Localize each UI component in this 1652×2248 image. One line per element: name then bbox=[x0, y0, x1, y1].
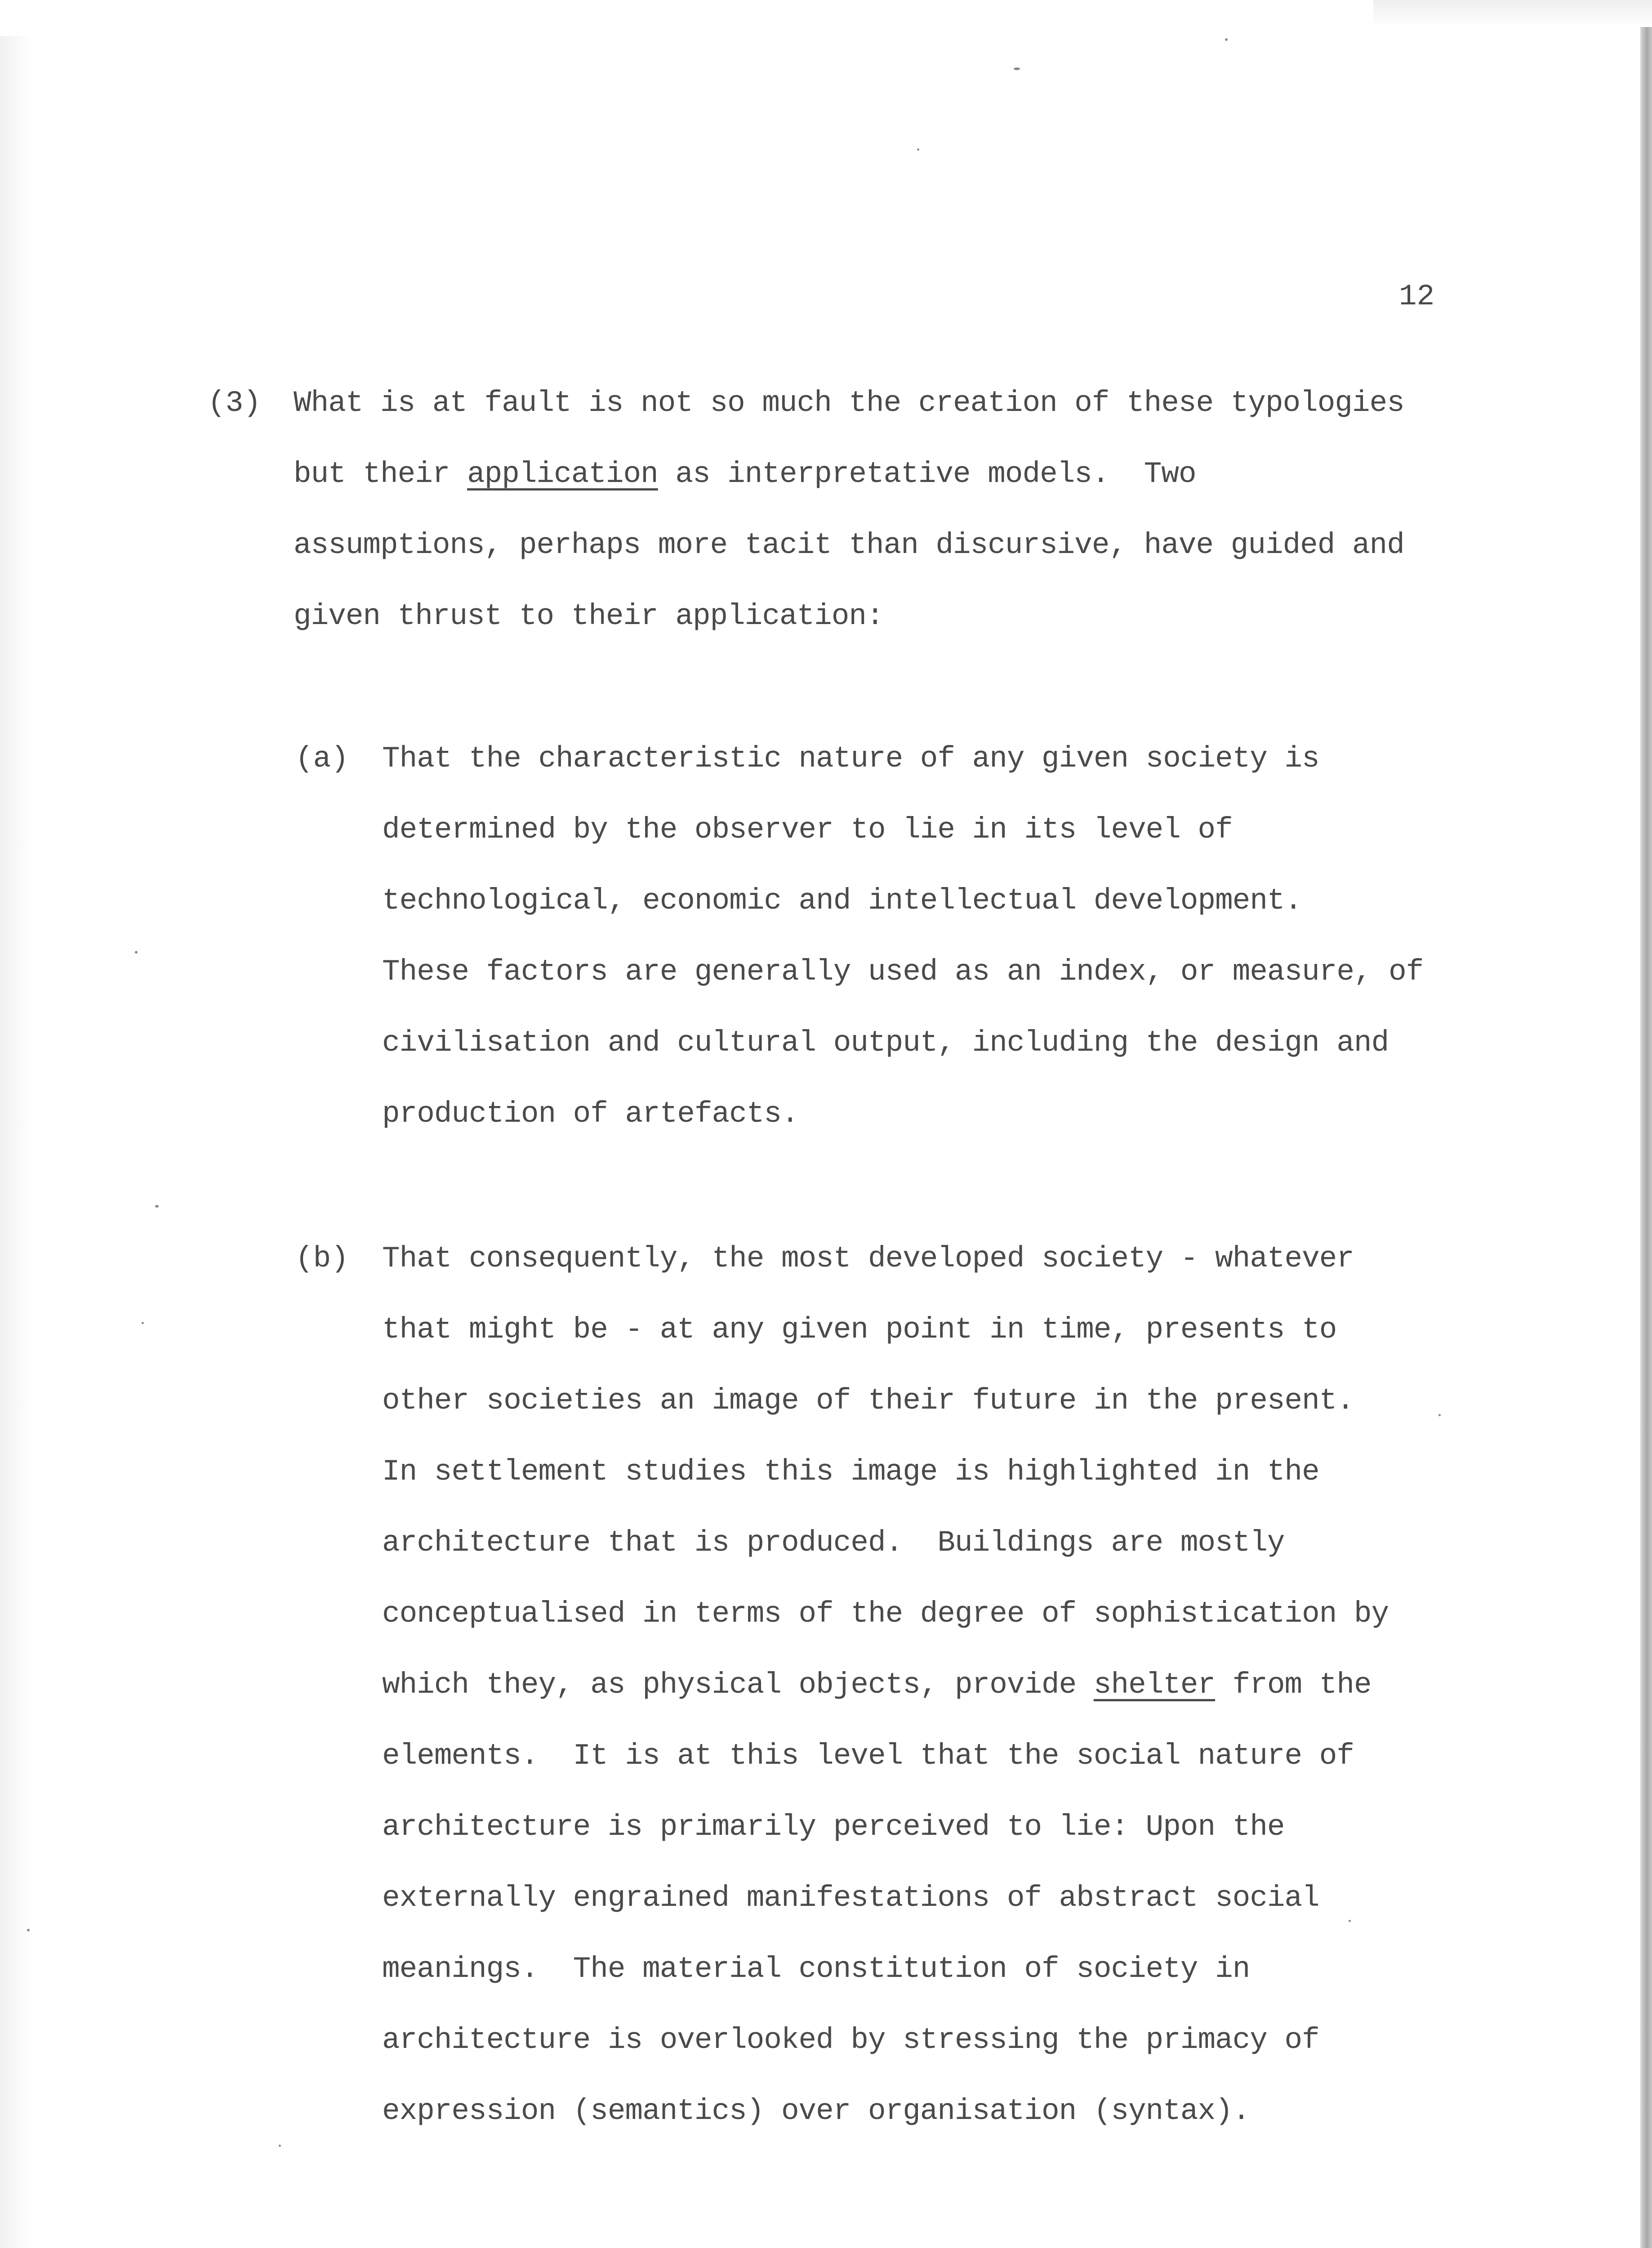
text-run: as interpretative models. Two bbox=[658, 457, 1196, 491]
text-run: elements. It is at this level that the social nature of bbox=[382, 1739, 1354, 1773]
text-line bbox=[382, 1523, 1389, 1594]
text-run: production of artefacts. bbox=[382, 1097, 799, 1131]
text-line bbox=[382, 1452, 1389, 1523]
text-line bbox=[382, 2020, 1389, 2091]
text-run: from the bbox=[1215, 1668, 1371, 1702]
scan-speck bbox=[1349, 1920, 1351, 1922]
text-line bbox=[382, 1023, 1423, 1094]
text-run: architecture is primarily perceived to lie: Upon the bbox=[382, 1810, 1285, 1844]
text-line bbox=[382, 1807, 1389, 1878]
text-line bbox=[382, 1878, 1389, 1949]
text-run: assumptions, perhaps more tacit than discursive, have guided and bbox=[294, 528, 1404, 562]
item-a-label: (a) bbox=[295, 742, 349, 776]
text-line bbox=[382, 1381, 1389, 1452]
text-run: other societies an image of their future in the present. bbox=[382, 1384, 1354, 1418]
text-run: That consequently, the most developed society - whatever bbox=[382, 1242, 1354, 1276]
text-line bbox=[382, 1736, 1389, 1807]
text-run: What is at fault is not so much the creation of these typologies bbox=[294, 386, 1404, 420]
text-run: which they, as physical objects, provide bbox=[382, 1668, 1094, 1702]
text-line bbox=[382, 739, 1423, 810]
text-run: These factors are generally used as an index, or measure, of bbox=[382, 955, 1424, 989]
text-line bbox=[294, 383, 1404, 454]
text-line bbox=[382, 810, 1423, 881]
scan-speck bbox=[142, 1322, 144, 1324]
item-a-paragraph bbox=[382, 739, 1423, 1165]
scan-speck bbox=[279, 2145, 281, 2147]
text-run: architecture is overlooked by stressing the primacy of bbox=[382, 2023, 1319, 2057]
scan-speck bbox=[1225, 38, 1228, 41]
text-line bbox=[382, 1239, 1389, 1310]
scan-top-shading bbox=[1373, 0, 1652, 27]
page-number: 12 bbox=[1399, 280, 1435, 313]
scan-right-edge bbox=[1640, 27, 1652, 2248]
text-run: expression (semantics) over organisation (syntax). bbox=[382, 2094, 1250, 2128]
section-paragraph bbox=[294, 383, 1404, 667]
scan-left-shading bbox=[0, 36, 31, 2248]
text-run: architecture that is produced. Buildings are mostly bbox=[382, 1526, 1285, 1560]
text-line bbox=[382, 1094, 1423, 1165]
item-b-paragraph bbox=[382, 1239, 1389, 2162]
underlined-term: shelter bbox=[1093, 1668, 1216, 1702]
scan-speck bbox=[27, 1929, 30, 1931]
scan-speck bbox=[1014, 67, 1020, 70]
text-line bbox=[294, 596, 1404, 667]
scan-speck bbox=[155, 1205, 159, 1208]
text-line bbox=[382, 1665, 1389, 1736]
text-run: That the characteristic nature of any given society is bbox=[382, 742, 1319, 776]
text-line bbox=[382, 952, 1423, 1023]
text-run: given thrust to their application: bbox=[294, 599, 884, 633]
item-b-label: (b) bbox=[295, 1242, 349, 1276]
underlined-term: application bbox=[467, 457, 658, 491]
text-run: civilisation and cultural output, including the design and bbox=[382, 1026, 1389, 1060]
text-run: determined by the observer to lie in its level of bbox=[382, 813, 1233, 847]
text-line bbox=[382, 1310, 1389, 1381]
text-line bbox=[382, 881, 1423, 952]
section-label: (3) bbox=[208, 386, 261, 420]
text-line bbox=[294, 454, 1404, 525]
text-line bbox=[382, 1949, 1389, 2020]
text-run: technological, economic and intellectual development. bbox=[382, 884, 1302, 918]
text-run: meanings. The material constitution of society in bbox=[382, 1952, 1250, 1986]
text-run: but their bbox=[294, 457, 468, 491]
scan-speck bbox=[1438, 1414, 1441, 1416]
text-run: conceptualised in terms of the degree of sophistication by bbox=[382, 1597, 1389, 1631]
text-run: that might be - at any given point in time, presents to bbox=[382, 1313, 1337, 1347]
text-line bbox=[382, 2091, 1389, 2162]
scan-speck bbox=[917, 148, 919, 151]
text-run: In settlement studies this image is highlighted in the bbox=[382, 1455, 1319, 1489]
text-line bbox=[382, 1594, 1389, 1665]
text-run: externally engrained manifestations of abstract social bbox=[382, 1881, 1319, 1915]
scan-speck bbox=[135, 951, 138, 954]
text-line bbox=[294, 525, 1404, 596]
